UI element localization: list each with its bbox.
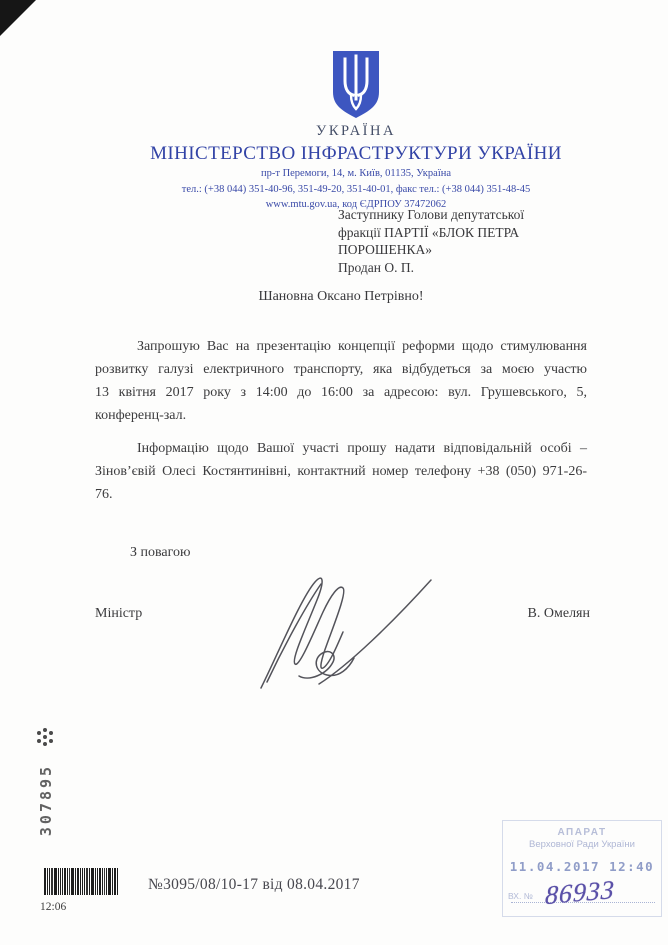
recipient-line: ПОРОШЕНКА» bbox=[338, 242, 433, 257]
recipient-block bbox=[338, 206, 524, 276]
body-paragraph-1 bbox=[95, 335, 587, 427]
registration-asterisk-mark bbox=[43, 735, 47, 739]
stamp-incoming-label: ВХ. № bbox=[508, 891, 533, 901]
body-line: Інформацію щодо Вашої участі прошу надати відповідальній особі – bbox=[137, 441, 587, 456]
handwritten-signature bbox=[233, 560, 443, 698]
recipient-line: Продан О. П. bbox=[338, 259, 414, 275]
incoming-stamp bbox=[502, 820, 662, 917]
outgoing-reference-number: №3095/08/10-17 від 08.04.2017 bbox=[148, 876, 360, 893]
body-line: 13 квітня 2017 року з 14:00 до 16:00 за адресою: вул. Грушевського, 5, bbox=[95, 385, 587, 400]
country-label: УКРАЇНА bbox=[316, 123, 396, 139]
stamp-handwritten-number: 86933 bbox=[544, 874, 616, 911]
signer-name: В. Омелян bbox=[527, 606, 590, 621]
stamp-org-line2: Верховної Ради України bbox=[529, 839, 635, 850]
letterhead-phones: тел.: (+38 044) 351-40-96, 351-49-20, 351-40-01, факс тел.: (+38 044) 351-48-45 bbox=[181, 183, 531, 195]
signer-position: Міністр bbox=[95, 606, 143, 621]
salutation: Шановна Оксано Петрівно! bbox=[258, 289, 424, 304]
body-line: Зінов’євій Олесі Костянтинівні, контактний номер телефону +38 (050) 971-26- bbox=[95, 464, 587, 479]
letterhead-website: www.mtu.gov.ua, код ЄДРПОУ 37472062 bbox=[265, 199, 447, 210]
stamp-org-line1: АПАРАТ bbox=[557, 827, 607, 838]
recipient-line: Заступнику Голови депутатської bbox=[338, 207, 525, 222]
scan-time: 12:06 bbox=[40, 901, 67, 913]
closing-regards: З повагою bbox=[130, 545, 191, 560]
body-line: конференц-зал. bbox=[95, 408, 187, 423]
scan-corner-artifact bbox=[0, 0, 36, 36]
letterhead bbox=[40, 50, 668, 212]
body-paragraph-2 bbox=[95, 437, 587, 506]
body-line: Запрошую Вас на презентацію концепції реформи щодо стимулювання bbox=[137, 339, 587, 354]
stamp-datetime: 11.04.2017 12:40 bbox=[509, 859, 655, 874]
body-line: розвитку галузі електричного транспорту, яка відбудеться за моєю участю bbox=[95, 362, 587, 377]
ministry-title: МІНІСТЕРСТВО ІНФРАСТРУКТУРИ УКРАЇНИ bbox=[150, 143, 562, 164]
ukraine-coat-of-arms-icon bbox=[332, 50, 380, 120]
vertical-registration-number: 307895 bbox=[37, 763, 55, 837]
body-line: 76. bbox=[95, 487, 113, 502]
barcode bbox=[44, 868, 120, 895]
letterhead-address: пр-т Перемоги, 14, м. Київ, 01135, Україна bbox=[260, 168, 452, 179]
recipient-line: фракції ПАРТІЇ «БЛОК ПЕТРА bbox=[338, 224, 520, 240]
